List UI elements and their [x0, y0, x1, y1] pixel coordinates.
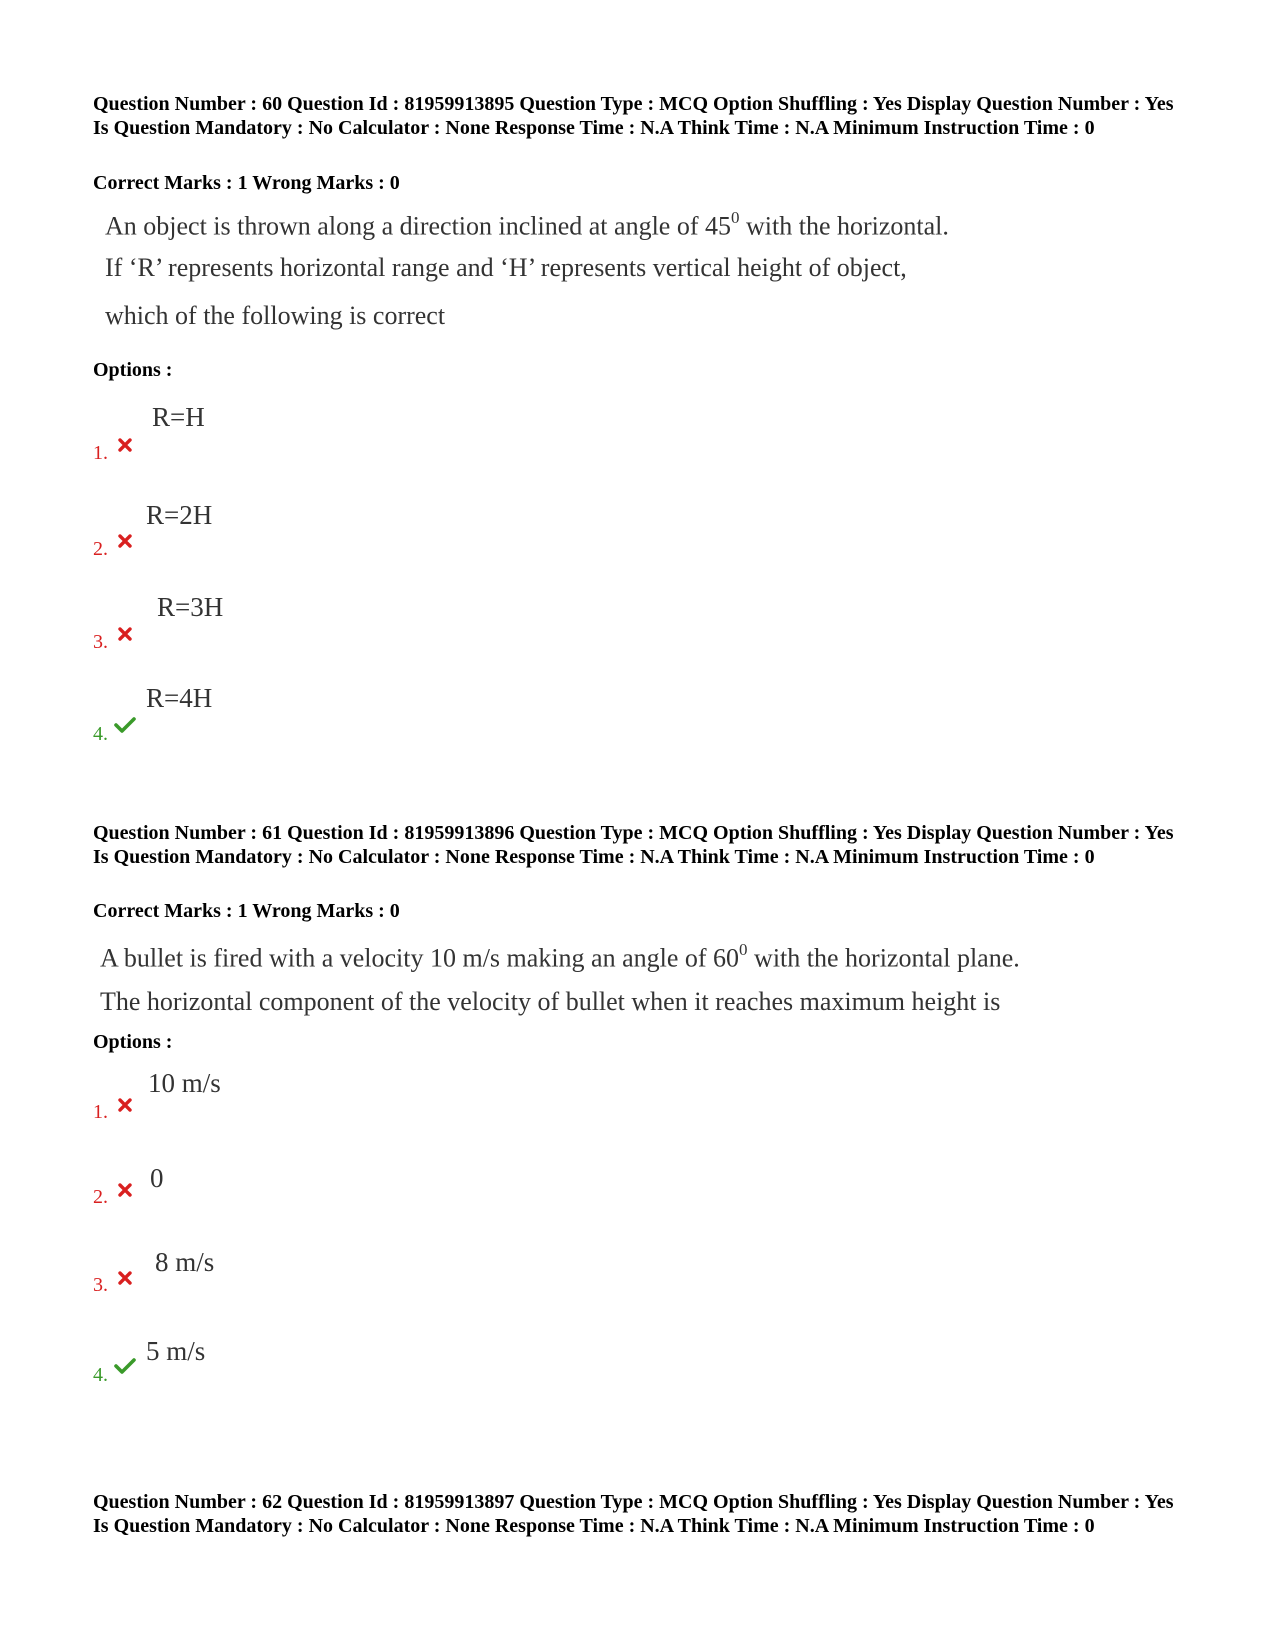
option-number: 2.: [93, 538, 108, 560]
question-meta: Question Number : 61 Question Id : 81959913896 Question Type : MCQ Option Shuffling : Yes Display Question Number : Yes Is Question Mandatory : No Calculator : None Response Time : N.A Think Time : N.A Minimum Instruction Time : 0: [93, 822, 1174, 868]
question-text-line: The horizontal component of the velocity of bullet when it reaches maximum height is: [100, 987, 1001, 1016]
question-meta: Question Number : 62 Question Id : 81959913897 Question Type : MCQ Option Shuffling : Yes Display Question Number : Yes Is Question Mandatory : No Calculator : None Response Time : N.A Think Time : N.A Minimum Instruction Time : 0: [93, 1491, 1174, 1537]
cross-icon: [117, 437, 133, 453]
option-text: R=3H: [157, 592, 224, 622]
cross-icon: [117, 1182, 133, 1198]
option-number: 3.: [93, 1274, 108, 1296]
option-number: 4.: [93, 1364, 108, 1386]
option-text: R=4H: [146, 683, 213, 713]
option-text: 5 m/s: [146, 1336, 206, 1366]
check-icon: [114, 716, 136, 734]
option-text: R=2H: [146, 500, 213, 530]
question-meta: Question Number : 60 Question Id : 81959913895 Question Type : MCQ Option Shuffling : Yes Display Question Number : Yes Is Question Mandatory : No Calculator : None Response Time : N.A Think Time : N.A Minimum Instruction Time : 0: [93, 93, 1174, 139]
option-text: 0: [150, 1163, 164, 1193]
question-marks: Correct Marks : 1 Wrong Marks : 0: [93, 900, 400, 922]
option-number: 3.: [93, 631, 108, 653]
cross-icon: [117, 1270, 133, 1286]
cross-icon: [117, 626, 133, 642]
question-text-line: A bullet is fired with a velocity 10 m/s making an angle of $60^0$ with the horizontal plane.: [100, 940, 1020, 973]
cross-icon: [117, 533, 133, 549]
option-number: 1.: [93, 442, 108, 464]
option-number: 1.: [93, 1101, 108, 1123]
option-number: 4.: [93, 723, 108, 745]
option-number: 2.: [93, 1186, 108, 1208]
options-label: Options :: [93, 1031, 173, 1053]
cross-icon: [117, 1097, 133, 1113]
option-text: R=H: [152, 402, 205, 432]
check-icon: [114, 1357, 136, 1375]
options-label: Options :: [93, 359, 173, 381]
option-text: 10 m/s: [148, 1068, 221, 1098]
option-text: 8 m/s: [155, 1247, 215, 1277]
question-text-line: If ‘R’ represents horizontal range and ‘H’ represents vertical height of object,: [105, 253, 907, 282]
question-text-line: An object is thrown along a direction inclined at angle of $45^0$ with the horizontal.: [105, 208, 949, 241]
question-marks: Correct Marks : 1 Wrong Marks : 0: [93, 172, 400, 194]
question-text-line: which of the following is correct: [105, 301, 446, 330]
